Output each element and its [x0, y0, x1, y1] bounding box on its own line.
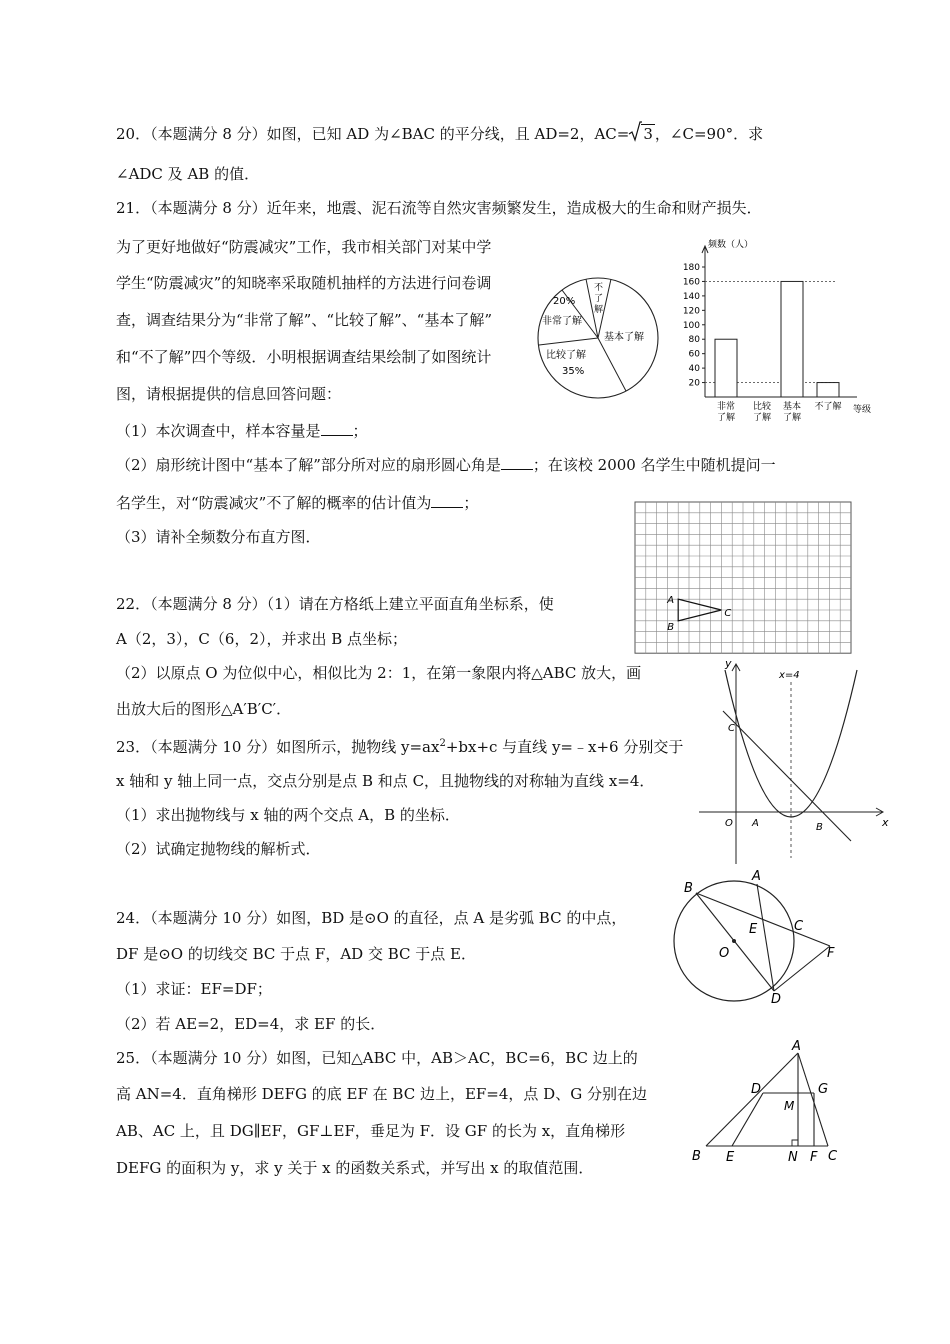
fig23-o: O — [725, 818, 733, 829]
q22-line2: A（2，3），C（6，2），并求出 B 点坐标； — [116, 630, 408, 648]
q25-line3: AB、AC 上，且 DG∥EF，GF⊥EF，垂足为 F．设 GF 的长为 x，直角梯形 — [116, 1122, 626, 1140]
y-tick-label: 100 — [682, 320, 700, 331]
fig25-a: A — [792, 1039, 801, 1054]
fig25-c: C — [828, 1149, 838, 1164]
q24-line2: DF 是⊙O 的切线交 BC 于点 F，AD 交 BC 于点 E． — [116, 945, 476, 963]
fig24-b: B — [684, 881, 693, 896]
y-tick-label: 120 — [682, 306, 700, 317]
fig24-a: A — [752, 869, 761, 884]
q20-line1-b: ，∠C=90°．求 — [654, 125, 764, 143]
q21-sub2-b: ；在该校 2000 名学生中随机提问一 — [532, 456, 776, 474]
q25-line4: DEFG 的面积为 y，求 y 关于 x 的函数关系式，并写出 x 的取值范围． — [116, 1159, 594, 1177]
q21-sub2-line1 — [116, 455, 776, 475]
answer-blank-1 — [321, 421, 353, 436]
q25-line1: 25．（本题满分 10 分）如图，已知△ABC 中，AB＞AC，BC=6，BC 边上的 — [116, 1049, 638, 1067]
pie-pct20: 20% — [553, 296, 576, 307]
tangent-df — [774, 946, 830, 991]
pie-pct35: 35% — [562, 366, 585, 377]
q22-line4: 出放大后的图形△A′B′C′． — [116, 700, 292, 718]
y-tick-label: 140 — [682, 291, 700, 302]
q24-sub2: （2）若 AE=2，ED=4，求 EF 的长． — [116, 1015, 386, 1033]
fig24-d: D — [771, 992, 782, 1007]
q23-line1-a: 23．（本题满分 10 分）如图所示，抛物线 y=ax — [116, 738, 440, 756]
q23-line2: x 轴和 y 轴上同一点，交点分别是点 B 和点 C，且抛物线的对称轴为直线 x=4． — [116, 772, 655, 790]
grid-label-a: A — [667, 595, 675, 607]
grid-paper — [634, 501, 851, 651]
fig25-e: E — [726, 1150, 735, 1165]
pie-label-no-1: 不 — [594, 283, 604, 293]
q22-line3: （2）以原点 O 为位似中心，相似比为 2：1，在第一象限内将△ABC 放大，画 — [116, 664, 642, 682]
y-tick-label: 40 — [688, 364, 700, 375]
fig25-n: N — [788, 1150, 798, 1165]
q21-line2: 为了更好地做好“防震减灾”工作，我市相关部门对某中学 — [116, 238, 492, 256]
fig23-b: B — [816, 822, 823, 833]
category-label-2: 基本 — [782, 402, 802, 412]
x-axis-label: 等级 — [853, 405, 872, 415]
q23-sub2: （2）试确定抛物线的解析式． — [116, 840, 321, 858]
y-axis-label: 频数（人） — [708, 240, 754, 250]
q21-sub2-line2 — [116, 493, 478, 513]
sqrt-sign-icon — [629, 121, 641, 143]
q21-sub2-c: 名学生，对“防震减灾”不了解的概率的估计值为 — [116, 494, 432, 512]
y-tick-label: 20 — [688, 378, 700, 389]
fig25-m: M — [784, 1099, 795, 1113]
category-label-0: 非常 — [716, 402, 736, 412]
fig24-e: E — [749, 922, 758, 937]
q23-sub1: （1）求出抛物线与 x 轴的两个交点 A，B 的坐标． — [116, 806, 460, 824]
pie-divider-basic — [598, 338, 626, 391]
fig23-axis-label: x=4 — [779, 670, 800, 681]
pie-label-no-2: 了 — [594, 294, 604, 304]
pie-label-no-3: 解 — [594, 305, 604, 315]
line-bc — [723, 711, 851, 841]
q23-line1-b: +bx+c 与直线 y=﹣x+6 分别交于 — [445, 738, 684, 756]
bar-2 — [781, 281, 803, 397]
q23-line1 — [116, 734, 683, 757]
fig24-f: F — [827, 946, 835, 961]
y-tick-label: 60 — [688, 349, 700, 360]
answer-blank-3 — [431, 493, 463, 508]
pie-label-basic: 基本了解 — [604, 332, 644, 343]
q24-sub1: （1）求证：EF=DF； — [116, 980, 272, 998]
q24-line1: 24．（本题满分 10 分）如图，BD 是⊙O 的直径，点 A 是劣弧 BC 的中点， — [116, 909, 627, 927]
q21-line3: 学生“防震减灾”的知晓率采取随机抽样的方法进行问卷调 — [116, 274, 492, 292]
fig25-d: D — [751, 1082, 762, 1097]
q20-line1 — [116, 124, 763, 144]
bar-3 — [817, 383, 839, 397]
fig25-f: F — [810, 1150, 818, 1165]
y-tick-label: 160 — [682, 277, 700, 288]
q25-line2: 高 AN=4．直角梯形 DEFG 的底 EF 在 BC 边上，EF=4，点 D、G 分别在边 — [116, 1085, 647, 1103]
category-label-0: 了解 — [716, 413, 736, 423]
q22-line1: 22．（本题满分 8 分）（1）请在方格纸上建立平面直角坐标系，使 — [116, 595, 554, 613]
fig24-o: O — [719, 946, 730, 961]
grid-label-b: B — [667, 621, 675, 633]
q20-line1-a: 20．（本题满分 8 分）如图，已知 AD 为∠BAC 的平分线，且 AD=2，AC= — [116, 125, 630, 143]
category-label-2: 了解 — [782, 413, 802, 423]
pie-divider-some — [539, 338, 598, 345]
q21-line4: 查，调查结果分为“非常了解”、“比较了解”、“基本了解” — [116, 311, 493, 329]
circle-figure — [670, 866, 850, 1006]
bar-0 — [715, 339, 737, 397]
q21-line6: 图，请根据提供的信息回答问题： — [116, 385, 342, 403]
category-label-3: 不了解 — [814, 402, 842, 412]
q21-sub1-end: ； — [352, 422, 368, 440]
pie-chart — [533, 273, 663, 403]
sqrt-3 — [629, 124, 655, 144]
fig23-y: y — [725, 657, 732, 670]
bar-chart — [675, 237, 875, 427]
sqrt-value: 3 — [643, 125, 653, 143]
q21-sub3: （3）请补全频数分布直方图． — [116, 528, 321, 546]
q21-sub2-end: ； — [463, 494, 479, 512]
q23-line1-sup: 2 — [439, 738, 446, 749]
category-label-1: 了解 — [752, 413, 772, 423]
fig23-c: C — [728, 723, 735, 734]
fig23-x: x — [882, 816, 889, 829]
right-angle-mark — [792, 1140, 798, 1146]
category-label-1: 比较 — [752, 402, 772, 412]
q21-sub1-text: （1）本次调查中，样本容量是 — [116, 422, 321, 440]
q20-line2: ∠ADC 及 AB 的值． — [116, 165, 260, 183]
q21-sub2-a: （2）扇形统计图中“基本了解”部分所对应的扇形圆心角是 — [116, 456, 501, 474]
chord-ad — [757, 884, 774, 991]
y-tick-label: 80 — [688, 335, 700, 346]
grid-label-c: C — [724, 608, 732, 619]
q21-line5: 和“不了解”四个等级．小明根据调查结果绘制了如图统计 — [116, 348, 492, 366]
segment-de — [732, 1093, 763, 1146]
fig24-c: C — [794, 919, 804, 934]
q21-sub1 — [116, 421, 368, 441]
center-dot — [732, 939, 736, 943]
side-ac — [798, 1053, 828, 1146]
fig25-g: G — [818, 1082, 829, 1097]
fig23-a: A — [752, 818, 759, 829]
fig25-b: B — [692, 1149, 701, 1164]
pie-label-some: 比较了解 — [546, 350, 586, 361]
pie-label-very: 非常了解 — [542, 316, 582, 327]
answer-blank-2 — [501, 455, 533, 470]
q21-line1: 21．（本题满分 8 分）近年来，地震、泥石流等自然灾害频繁发生，造成极大的生命和财产损失． — [116, 199, 762, 217]
y-tick-label: 180 — [682, 263, 700, 273]
parabola-figure — [695, 658, 895, 868]
trapezoid-figure — [688, 1040, 848, 1170]
